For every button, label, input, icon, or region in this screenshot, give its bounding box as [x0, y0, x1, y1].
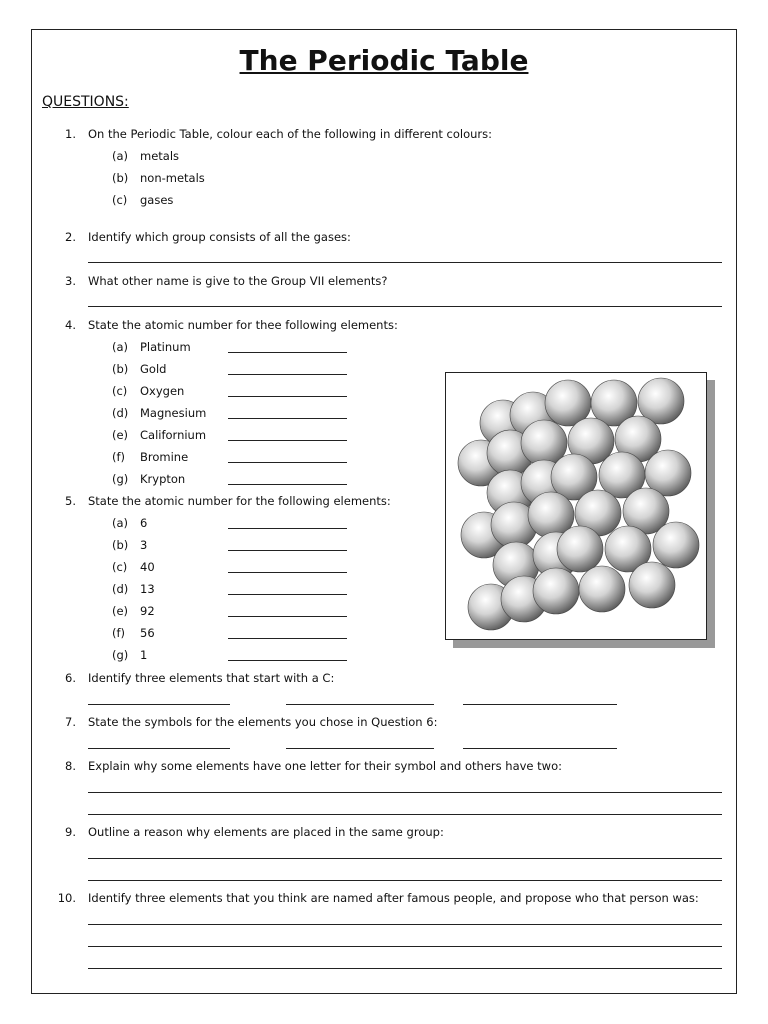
- q1-item-label: (a): [112, 149, 129, 163]
- q4-number: 4.: [65, 318, 76, 332]
- answer-blank[interactable]: [463, 748, 617, 749]
- q5-text: State the atomic number for the following elements:: [88, 494, 391, 508]
- q4-item-label: (d): [112, 406, 129, 420]
- answer-line[interactable]: [88, 968, 722, 969]
- page-title: The Periodic Table: [239, 44, 529, 77]
- q5-item-label: (c): [112, 560, 128, 574]
- q4-item-label: (f): [112, 450, 126, 464]
- answer-line[interactable]: [88, 880, 722, 881]
- answer-blank[interactable]: [88, 704, 230, 705]
- q7-number: 7.: [65, 715, 76, 729]
- answer-blank[interactable]: [286, 748, 434, 749]
- q5-number: 5.: [65, 494, 76, 508]
- answer-line[interactable]: [88, 924, 722, 925]
- q4-item-label: (g): [112, 472, 129, 486]
- answer-blank[interactable]: [228, 396, 347, 397]
- q10-text: Identify three elements that you think are named after famous people, and propose who that person was:: [88, 891, 699, 905]
- answer-line[interactable]: [88, 262, 722, 263]
- answer-blank[interactable]: [228, 616, 347, 617]
- answer-blank[interactable]: [228, 572, 347, 573]
- answer-blank[interactable]: [228, 660, 347, 661]
- answer-blank[interactable]: [228, 462, 347, 463]
- q5-item-label: (g): [112, 648, 129, 662]
- q4-item-label: (e): [112, 428, 129, 442]
- answer-blank[interactable]: [228, 528, 347, 529]
- atom-sphere: [579, 566, 625, 612]
- answer-blank[interactable]: [228, 440, 347, 441]
- atom-sphere: [629, 562, 675, 608]
- q4-item-text: Californium: [140, 428, 207, 442]
- q5-item-label: (b): [112, 538, 129, 552]
- q5-item-text: 40: [140, 560, 155, 574]
- q4-item-text: Oxygen: [140, 384, 185, 398]
- q1-item-label: (b): [112, 171, 129, 185]
- q5-item-text: 3: [140, 538, 148, 552]
- q6-text: Identify three elements that start with a C:: [88, 671, 335, 685]
- answer-line[interactable]: [88, 792, 722, 793]
- q6-number: 6.: [65, 671, 76, 685]
- atom-sphere: [557, 526, 603, 572]
- q9-number: 9.: [65, 825, 76, 839]
- q5-item-text: 92: [140, 604, 155, 618]
- q2-text: Identify which group consists of all the gases:: [88, 230, 351, 244]
- q2-number: 2.: [65, 230, 76, 244]
- q3-text: What other name is give to the Group VII elements?: [88, 274, 388, 288]
- q4-item-text: Bromine: [140, 450, 189, 464]
- q5-item-text: 6: [140, 516, 148, 530]
- atom-spheres-figure: [445, 372, 707, 640]
- atom-sphere: [653, 522, 699, 568]
- answer-line[interactable]: [88, 858, 722, 859]
- answer-blank[interactable]: [463, 704, 617, 705]
- q4-item-text: Gold: [140, 362, 167, 376]
- q1-item-text: gases: [140, 193, 174, 207]
- q5-item-label: (e): [112, 604, 129, 618]
- q10-number: 10.: [57, 891, 76, 905]
- q1-item-text: metals: [140, 149, 180, 163]
- q1-number: 1.: [65, 127, 76, 141]
- answer-blank[interactable]: [228, 352, 347, 353]
- q9-text: Outline a reason why elements are placed in the same group:: [88, 825, 444, 839]
- q5-item-text: 56: [140, 626, 155, 640]
- q4-item-label: (c): [112, 384, 128, 398]
- q4-item-text: Platinum: [140, 340, 191, 354]
- q1-text: On the Periodic Table, colour each of the following in different colours:: [88, 127, 492, 141]
- q1-item-text: non-metals: [140, 171, 205, 185]
- atom-sphere: [533, 568, 579, 614]
- answer-blank[interactable]: [228, 550, 347, 551]
- q4-item-text: Magnesium: [140, 406, 207, 420]
- q8-text: Explain why some elements have one letter for their symbol and others have two:: [88, 759, 562, 773]
- answer-blank[interactable]: [228, 484, 347, 485]
- q3-number: 3.: [65, 274, 76, 288]
- answer-line[interactable]: [88, 814, 722, 815]
- q5-item-label: (f): [112, 626, 126, 640]
- answer-blank[interactable]: [88, 748, 230, 749]
- q8-number: 8.: [65, 759, 76, 773]
- answer-line[interactable]: [88, 946, 722, 947]
- q4-item-label: (a): [112, 340, 129, 354]
- q7-text: State the symbols for the elements you chose in Question 6:: [88, 715, 438, 729]
- answer-blank[interactable]: [228, 418, 347, 419]
- q5-item-label: (a): [112, 516, 129, 530]
- answer-line[interactable]: [88, 306, 722, 307]
- q4-item-text: Krypton: [140, 472, 186, 486]
- q1-item-label: (c): [112, 193, 128, 207]
- q4-item-label: (b): [112, 362, 129, 376]
- q5-item-label: (d): [112, 582, 129, 596]
- questions-heading: QUESTIONS:: [42, 94, 129, 110]
- answer-blank[interactable]: [228, 638, 347, 639]
- q4-text: State the atomic number for thee following elements:: [88, 318, 398, 332]
- q5-item-text: 13: [140, 582, 155, 596]
- answer-blank[interactable]: [228, 594, 347, 595]
- q5-item-text: 1: [140, 648, 148, 662]
- atom-spheres-icon: [446, 373, 706, 639]
- answer-blank[interactable]: [286, 704, 434, 705]
- answer-blank[interactable]: [228, 374, 347, 375]
